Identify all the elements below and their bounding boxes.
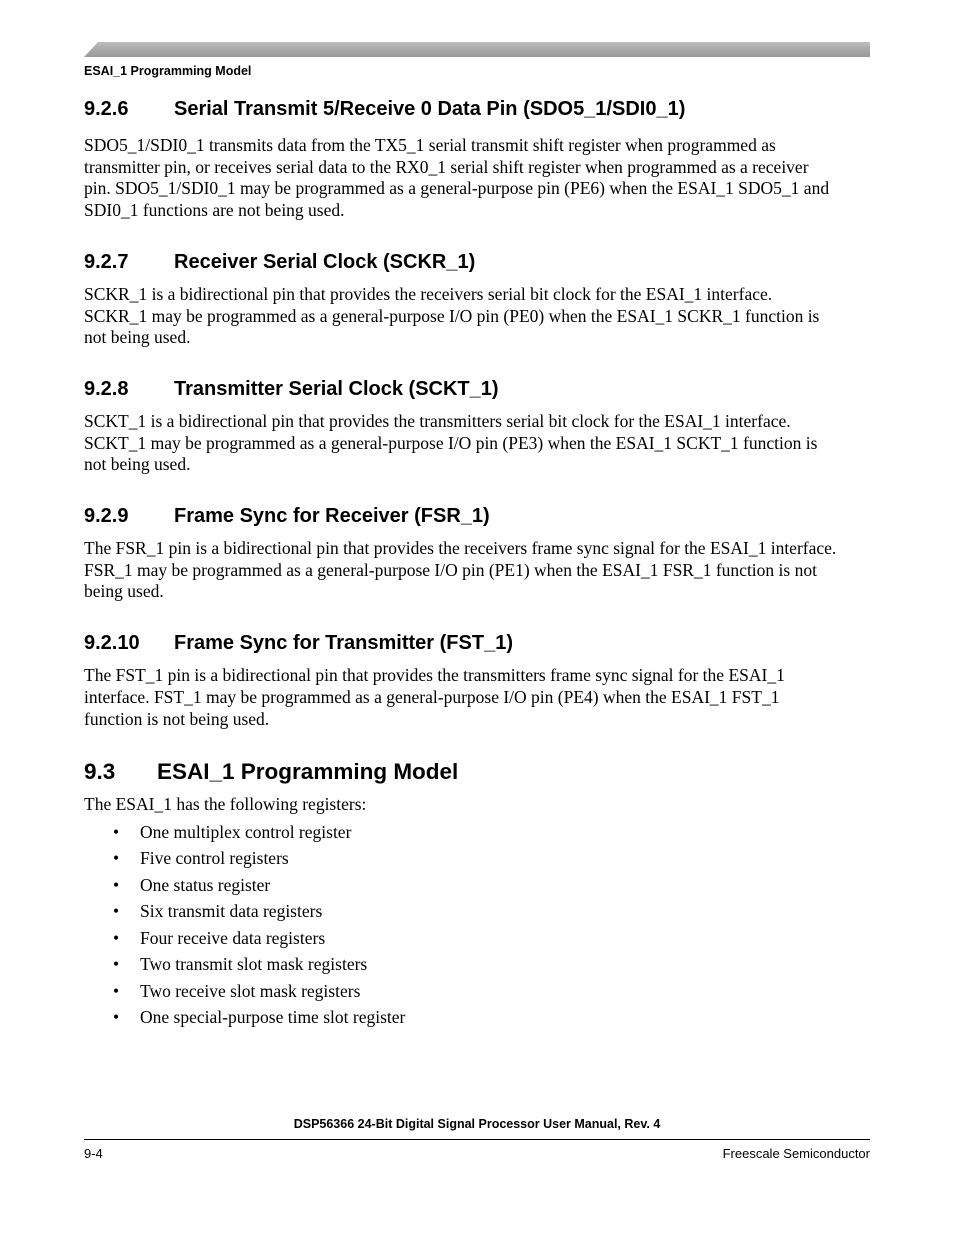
list-item-text: One multiplex control register xyxy=(140,821,352,842)
body-line: SCKT_1 is a bidirectional pin that provides the transmitters serial bit clock for the ESAI_1 interface. xyxy=(84,410,791,431)
section-body-9-2-8 xyxy=(84,411,870,476)
body-line: SDO5_1/SDI0_1 transmits data from the TX5_1 serial transmit shift register when programmed as xyxy=(84,135,776,155)
bullet: • xyxy=(113,1007,120,1028)
list-item-text: Four receive data registers xyxy=(140,927,326,948)
body-line: being used. xyxy=(84,581,164,602)
bullet: • xyxy=(113,980,120,1001)
section-heading-9-2-8 xyxy=(84,376,870,402)
register-list xyxy=(84,819,870,1031)
section-intro-9-3: The ESAI_1 has the following registers: xyxy=(84,794,367,815)
body-line: function is not being used. xyxy=(84,708,270,729)
list-item xyxy=(84,845,870,872)
section-heading-9-2-10 xyxy=(84,630,870,656)
footer-title: DSP56366 24-Bit Digital Signal Processor User Manual, Rev. 4 xyxy=(293,1117,661,1131)
list-item xyxy=(84,951,870,978)
body-line: not being used. xyxy=(84,327,191,348)
section-title: Frame Sync for Transmitter (FST_1) xyxy=(174,632,513,655)
list-item-text: One special-purpose time slot register xyxy=(140,1007,406,1028)
section-heading-9-2-6 xyxy=(84,96,870,122)
section-number: 9.3 xyxy=(84,759,116,785)
body-line: FSR_1 may be programmed as a general-purpose I/O pin (PE1) when the ESAI_1 FSR_1 function is not xyxy=(84,559,817,580)
body-line: SCKR_1 is a bidirectional pin that provides the receivers serial bit clock for the ESAI_1 interface. xyxy=(84,283,773,304)
list-item xyxy=(84,819,870,846)
bullet: • xyxy=(113,848,120,869)
section-title: Receiver Serial Clock (SCKR_1) xyxy=(174,250,476,273)
list-item xyxy=(84,872,870,899)
section-number: 9.2.10 xyxy=(84,632,140,655)
body-line: SCKT_1 may be programmed as a general-purpose I/O pin (PE3) when the ESAI_1 SCKT_1 function is xyxy=(84,432,818,453)
company-name: Freescale Semiconductor xyxy=(722,1146,870,1161)
body-line: SDI0_1 functions are not being used. xyxy=(84,200,345,221)
section-title: ESAI_1 Programming Model xyxy=(157,759,459,785)
section-title: Transmitter Serial Clock (SCKT_1) xyxy=(174,377,499,400)
section-body-9-2-6 xyxy=(84,135,870,222)
bullet: • xyxy=(113,821,120,842)
section-number: 9.2.7 xyxy=(84,250,129,273)
list-item-text: Two receive slot mask registers xyxy=(140,980,361,1001)
section-body-9-2-7 xyxy=(84,284,870,349)
running-head: ESAI_1 Programming Model xyxy=(84,64,252,78)
section-number: 9.2.6 xyxy=(84,98,129,120)
page-content xyxy=(84,96,870,1031)
body-line: interface. FST_1 may be programmed as a general-purpose I/O pin (PE4) when the ESAI_1 FST_1 xyxy=(84,686,780,707)
list-item-text: Five control registers xyxy=(140,848,289,869)
list-item xyxy=(84,1004,870,1031)
section-number: 9.2.8 xyxy=(84,377,129,400)
bullet: • xyxy=(113,954,120,975)
bullet: • xyxy=(113,901,120,922)
bullet: • xyxy=(113,927,120,948)
list-item-text: One status register xyxy=(140,874,271,895)
list-item-text: Two transmit slot mask registers xyxy=(140,954,368,975)
body-line: The FSR_1 pin is a bidirectional pin that provides the receivers frame sync signal for the ESAI_1 interface. xyxy=(84,538,837,559)
section-number: 9.2.9 xyxy=(84,505,129,528)
bullet: • xyxy=(113,874,120,895)
body-line: SCKR_1 may be programmed as a general-purpose I/O pin (PE0) when the ESAI_1 SCKR_1 function is xyxy=(84,305,820,326)
section-title: Frame Sync for Receiver (FSR_1) xyxy=(174,505,490,528)
body-line: transmitter pin, or receives serial data to the RX0_1 serial shift register when programmed as a receiver xyxy=(84,156,809,177)
body-line: pin. SDO5_1/SDI0_1 may be programmed as a general-purpose pin (PE6) when the ESAI_1 SDO5_1 and xyxy=(84,178,830,199)
page-number: 9-4 xyxy=(84,1146,103,1161)
section-body-9-2-9 xyxy=(84,538,870,603)
body-line: not being used. xyxy=(84,454,191,475)
section-title: Serial Transmit 5/Receive 0 Data Pin (SDO5_1/SDI0_1) xyxy=(174,98,686,120)
list-item-text: Six transmit data registers xyxy=(140,901,323,922)
footer-rule xyxy=(84,1139,870,1140)
body-line: The FST_1 pin is a bidirectional pin that provides the transmitters frame sync signal for the ESAI_1 xyxy=(84,665,785,686)
section-body-9-2-10 xyxy=(84,665,870,730)
list-item xyxy=(84,978,870,1005)
section-heading-9-3 xyxy=(84,757,870,787)
section-heading-9-2-9 xyxy=(84,503,870,529)
header-bar xyxy=(84,42,870,57)
list-item xyxy=(84,925,870,952)
list-item xyxy=(84,898,870,925)
section-heading-9-2-7 xyxy=(84,249,870,275)
